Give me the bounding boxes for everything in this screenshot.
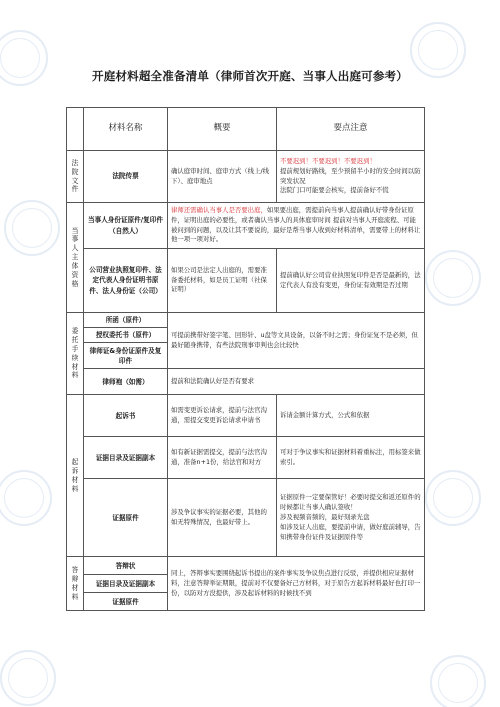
category-char: 当 [71,226,79,235]
category-char: 主 [71,253,79,262]
watermark-seal [425,470,481,526]
material-summary: 可提前携带好签字笔、回形针、u盘等文具设备，以备不时之需；身份证复不是必须，但最好随身携带，有些法院刑事审判也会比较快 [168,313,425,369]
material-name: 证据目录及证据副本 [84,575,168,593]
category-char: 委 [71,327,79,336]
category-label [67,395,84,557]
category-label [67,557,84,611]
category-char: 格 [71,279,79,288]
category-char: 料 [71,592,79,601]
alert-text: 律师还需确认当事人是否要出庭， [171,205,267,214]
header-key-points: 要点注意 [277,108,425,151]
material-summary: 如有新证据需提交，提前与法官沟通，准备n+1份，给法官和对方 [168,437,277,479]
category-char: 料 [71,371,79,380]
category-char: 院 [71,167,79,176]
category-char: 资 [71,270,79,279]
table-row [67,395,425,437]
material-name: 证据目录及证据副本 [84,437,168,479]
alert-text: 不要迟到！不要迟到！不要迟到！ [280,156,376,165]
material-key-points: 证据原件一定要保管好！必要时提交和返还原件的时候都让当事人确认签收！ 涉及视频音频的，最好刻录光盘 如涉及证人出庭，要提前申请，做好庭前辅导，告知携带身份证件及证据原件等 [277,479,425,557]
header-category-blank [67,108,84,151]
category-char: 诉 [71,467,79,476]
category-char: 答 [71,566,79,575]
table-row [67,313,425,328]
category-char: 体 [71,261,79,270]
material-key-points [277,151,425,203]
category-char: 续 [71,353,79,362]
category-char: 材 [71,475,79,484]
material-key-points: 提前确认好公司营业执照复印件是否是最新的，法定代表人有没有变更，身份证有效期是否过期 [277,249,425,313]
table-row [67,479,425,557]
table-row [67,437,425,479]
material-name: 证据原件 [84,479,168,557]
category-char: 手 [71,344,79,353]
category-char: 托 [71,336,79,345]
material-name: 所函（原件） [84,313,168,328]
watermark-seal [0,650,56,706]
header-material-name: 材料名称 [84,108,168,151]
table-row [67,151,425,203]
watermark-seal [425,250,481,306]
table-header-row [67,108,425,151]
category-label [67,313,84,395]
material-name: 律师袍（如需） [84,369,168,395]
material-name: 证据原件 [84,593,168,611]
point-text: 提前对当事人开庭流程、可能被问到的问题，以及让其不要说的，最好是帮当事人收到好材料清单，需要带上的材料让他一项一项对好。 [171,215,421,244]
material-summary: 提前和法院确认好是否有要求 [168,369,425,395]
category-char: 材 [71,362,79,371]
material-summary: 确认庭审时间、庭审方式（线上/线下）、庭审地点 [168,151,277,203]
category-label [67,203,84,313]
watermark-seal [0,470,52,526]
material-name: 答辩状 [84,557,168,575]
category-char: 事 [71,235,79,244]
material-summary [168,203,425,249]
material-summary: 同上，答辩事实要围绕起诉书提出的案件事实及争议焦点进行反驳，并提供相应证据材料，注意答辩举证期限，提前对不仅要备好己方材料，对于原告方起诉材料最好也打印一份，以防对方没提供，涉及起诉材料的时候找不到 [168,557,425,611]
category-char: 料 [71,484,79,493]
material-name: 法院传票 [84,151,168,203]
material-name: 起诉书 [84,395,168,437]
watermark-seal [430,655,486,707]
material-key-points: 诉请金额计算方式，公式和依据 [277,395,425,437]
category-char: 法 [71,158,79,167]
material-key-points: 可对于争议事实和证据材料着重标注，用标签来做索引。 [277,437,425,479]
category-char: 起 [71,458,79,467]
category-label [67,151,84,203]
materials-checklist-table [66,107,425,611]
category-char: 材 [71,583,79,592]
material-name: 当事人身份证原件/复印件（自然人） [84,203,168,249]
material-summary: 如需变更诉讼请求，提前与法官沟通，需提交变更诉讼请求申请书 [168,395,277,437]
category-char: 文 [71,176,79,185]
header-summary: 概要 [168,108,277,151]
material-name: 公司营业执照复印件、法定代表人身份证明书原件、法人身份证（公司） [84,249,168,313]
point-text: 提前规划好路线，至少预留半小时的安全时间以防突发状况 法院门口可能要会核实，提前备好不慌 [280,166,421,195]
category-char: 件 [71,185,79,194]
material-name: 授权委托书（原件） [84,328,168,343]
table-row [67,249,425,313]
document-title: 开庭材料超全准备清单（律师首次开庭、当事人出庭可参考） [92,69,408,83]
table-row [67,369,425,395]
category-char: 辩 [71,575,79,584]
watermark-seal [4,200,60,256]
table-row [67,557,425,575]
material-summary: 涉及争议事实的证据必要，其他的如无特殊情况，也最好带上。 [168,479,277,557]
material-summary: 如果公司是法定人出庭的，需要准备委托材料，如是员工证明（社保证明） [168,249,277,313]
category-char: 人 [71,244,79,253]
summary-text: 如果要出庭，需提前向当事人提前确认好带身份证原件，证明出庭的必要性，或者确认当事人的具体庭审时间 [171,205,414,224]
material-name: 律师证&身份证原件及复印件 [84,343,168,369]
table-row [67,203,425,249]
